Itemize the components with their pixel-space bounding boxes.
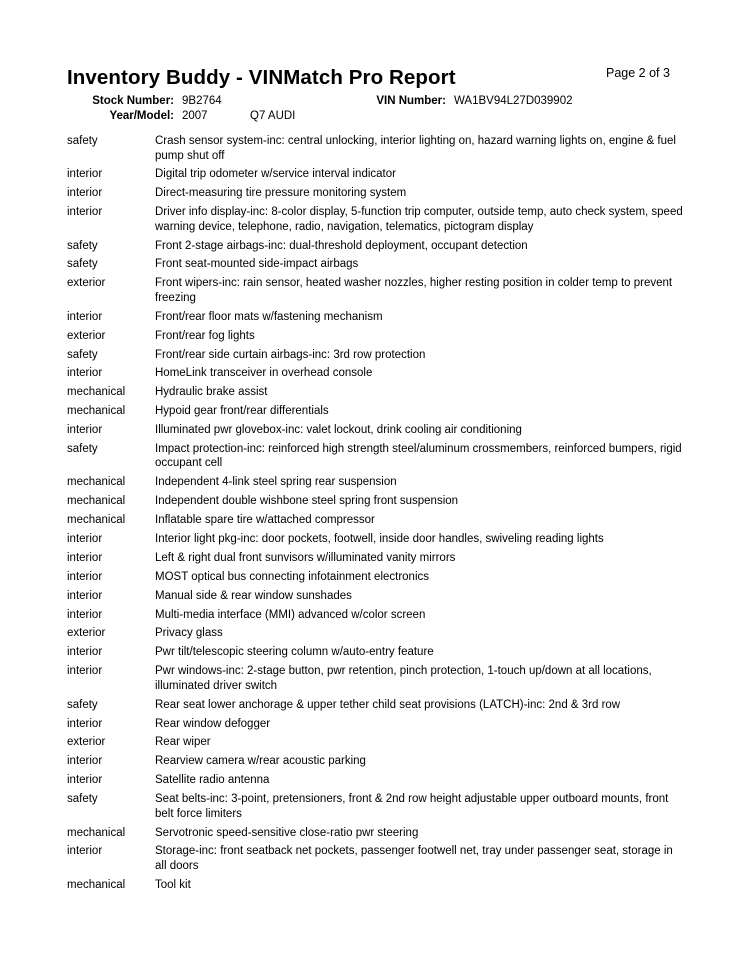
category-label: interior <box>67 533 103 546</box>
category-label: mechanical <box>67 878 126 891</box>
list-item <box>67 878 687 893</box>
feature-description: Tool kit <box>155 878 191 891</box>
list-item <box>67 404 687 419</box>
list-item <box>67 532 687 547</box>
category-label: interior <box>67 646 103 659</box>
category-label: mechanical <box>67 476 126 489</box>
list-item <box>67 494 687 509</box>
list-item <box>67 792 687 821</box>
list-item <box>67 717 687 732</box>
category-label: safety <box>67 793 98 806</box>
list-item <box>67 348 687 363</box>
category-label: safety <box>67 442 98 455</box>
feature-description: Independent 4-link steel spring rear suspension <box>155 476 397 489</box>
category-label: interior <box>67 608 103 621</box>
feature-description: MOST optical bus connecting infotainment electronics <box>155 570 430 583</box>
feature-description: Direct-measuring tire pressure monitoring system <box>155 187 407 200</box>
feature-description: Front/rear fog lights <box>155 329 255 342</box>
feature-description: HomeLink transceiver in overhead console <box>155 367 373 380</box>
list-item <box>67 239 687 254</box>
list-item <box>67 257 687 272</box>
page-number: Page 2 of 3 <box>606 66 670 80</box>
feature-description: Rear window defogger <box>155 717 271 730</box>
list-item <box>67 826 687 841</box>
feature-description: Independent double wishbone steel spring front suspension <box>155 495 459 508</box>
feature-description: Front/rear side curtain airbags-inc: 3rd row protection <box>155 348 426 361</box>
stock-number-value: 9B2764 <box>182 95 222 107</box>
list-item <box>67 735 687 750</box>
list-item <box>67 645 687 660</box>
category-label: exterior <box>67 277 106 290</box>
category-label: interior <box>67 206 103 219</box>
feature-description: Servotronic speed-sensitive close-ratio pwr steering <box>155 826 419 839</box>
category-label: interior <box>67 187 103 200</box>
equipment-list <box>67 134 687 897</box>
list-item <box>67 423 687 438</box>
category-label: mechanical <box>67 495 126 508</box>
category-label: exterior <box>67 329 106 342</box>
report-title: Inventory Buddy - VINMatch Pro Report <box>67 66 456 89</box>
category-label: interior <box>67 310 103 323</box>
category-label: safety <box>67 135 98 147</box>
list-item <box>67 186 687 201</box>
list-item <box>67 773 687 788</box>
list-item <box>67 698 687 713</box>
category-label: interior <box>67 570 103 583</box>
category-label: mechanical <box>67 826 126 839</box>
vin-number-label: VIN Number: <box>376 95 446 107</box>
model-value: Q7 AUDI <box>250 110 296 122</box>
category-label: interior <box>67 717 103 730</box>
category-label: interior <box>67 774 103 787</box>
list-item <box>67 385 687 400</box>
feature-description: Crash sensor system-inc: central unlocking, interior lighting on, hazard warning lights on, engine & fuel pump shut off <box>155 135 676 162</box>
feature-description: Interior light pkg-inc: door pockets, footwell, inside door handles, swiveling reading lights <box>155 533 604 546</box>
stock-number-label: Stock Number: <box>92 95 174 107</box>
category-label: mechanical <box>67 514 126 527</box>
category-label: interior <box>67 665 103 678</box>
category-label: mechanical <box>67 386 126 399</box>
feature-description: Inflatable spare tire w/attached compressor <box>155 514 375 527</box>
list-item <box>67 310 687 325</box>
feature-description: Pwr windows-inc: 2-stage button, pwr retention, pinch protection, 1-touch up/down at all locations, illuminated driver switch <box>155 665 652 692</box>
list-item <box>67 589 687 604</box>
feature-description: Illuminated pwr glovebox-inc: valet lockout, drink cooling air conditioning <box>155 424 522 437</box>
vin-number-value: WA1BV94L27D039902 <box>454 95 573 107</box>
category-label: exterior <box>67 736 106 749</box>
year-value: 2007 <box>182 110 208 122</box>
feature-description: Storage-inc: front seatback net pockets, passenger footwell net, tray under passenger seat, storage in all doors <box>155 845 673 872</box>
list-item <box>67 475 687 490</box>
feature-description: Seat belts-inc: 3-point, pretensioners, front & 2nd row height adjustable upper outboard mounts, front belt force limiters <box>155 793 669 820</box>
feature-description: Privacy glass <box>155 627 223 640</box>
list-item <box>67 366 687 381</box>
category-label: interior <box>67 755 103 768</box>
feature-description: Impact protection-inc: reinforced high strength steel/aluminum crossmembers, reinforced bumpers, rigid occupant cell <box>155 442 682 470</box>
category-label: safety <box>67 698 98 711</box>
category-label: mechanical <box>67 405 126 418</box>
category-label: exterior <box>67 627 106 640</box>
feature-description: Rear seat lower anchorage & upper tether child seat provisions (LATCH)-inc: 2nd & 3rd row <box>155 698 621 711</box>
feature-description: Front 2-stage airbags-inc: dual-threshold deployment, occupant detection <box>155 239 528 252</box>
list-item <box>67 442 687 471</box>
category-label: interior <box>67 845 103 858</box>
feature-description: Hydraulic brake assist <box>155 386 268 399</box>
category-label: safety <box>67 239 98 252</box>
list-item <box>67 754 687 769</box>
category-label: safety <box>67 348 98 361</box>
category-label: safety <box>67 258 98 271</box>
list-item <box>67 134 687 163</box>
feature-description: Pwr tilt/telescopic steering column w/auto-entry feature <box>155 646 434 659</box>
feature-description: Rear wiper <box>155 736 211 749</box>
category-label: interior <box>67 168 103 181</box>
feature-description: Rearview camera w/rear acoustic parking <box>155 755 366 768</box>
feature-description: Front/rear floor mats w/fastening mechanism <box>155 310 383 323</box>
list-item <box>67 844 687 873</box>
list-item <box>67 167 687 182</box>
list-item <box>67 570 687 585</box>
category-label: interior <box>67 424 103 437</box>
list-item <box>67 608 687 623</box>
feature-description: Satellite radio antenna <box>155 774 270 787</box>
list-item <box>67 664 687 693</box>
year-model-label: Year/Model: <box>109 110 174 122</box>
feature-description: Front seat-mounted side-impact airbags <box>155 258 359 271</box>
feature-description: Hypoid gear front/rear differentials <box>155 405 329 418</box>
feature-description: Digital trip odometer w/service interval indicator <box>155 168 396 181</box>
list-item <box>67 626 687 641</box>
list-item <box>67 276 687 305</box>
list-item <box>67 513 687 528</box>
category-label: interior <box>67 589 103 602</box>
list-item <box>67 329 687 344</box>
feature-description: Left & right dual front sunvisors w/illuminated vanity mirrors <box>155 551 456 564</box>
category-label: interior <box>67 367 103 380</box>
feature-description: Driver info display-inc: 8-color display, 5-function trip computer, outside temp, auto check system, speed warning device, telephone, radio, navigation, telematics, pictogram display <box>155 206 683 233</box>
list-item <box>67 551 687 566</box>
category-label: interior <box>67 551 103 564</box>
feature-description: Multi-media interface (MMI) advanced w/color screen <box>155 608 426 621</box>
feature-description: Manual side & rear window sunshades <box>155 589 352 602</box>
feature-description: Front wipers-inc: rain sensor, heated washer nozzles, higher resting position in colder temp to prevent freezing <box>155 277 673 304</box>
list-item <box>67 205 687 234</box>
